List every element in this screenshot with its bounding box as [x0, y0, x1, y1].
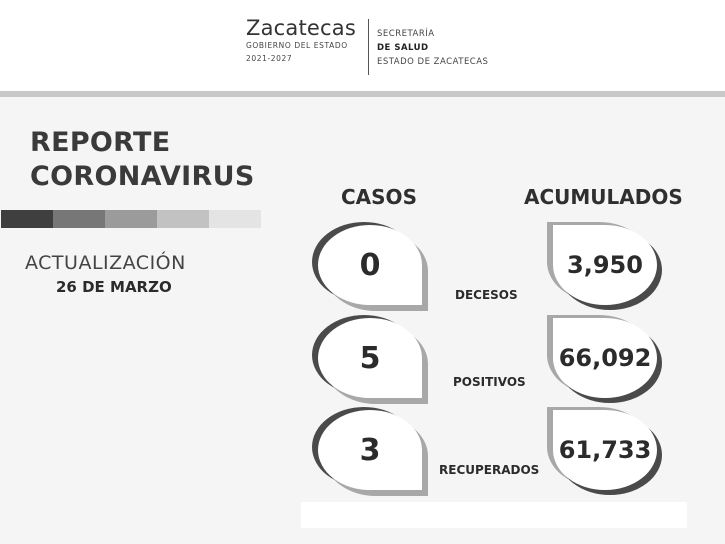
casos-decesos-value: 0	[359, 247, 381, 283]
casos-positivos-value: 5	[359, 340, 381, 376]
acumulados-positivos-card	[553, 318, 657, 398]
acumulados-recuperados-value: 61,733	[558, 436, 652, 464]
swatch	[157, 210, 209, 228]
acumulados-decesos-card	[553, 225, 657, 305]
secretaria-line2: DE SALUD	[377, 43, 429, 53]
swatch	[209, 210, 261, 228]
column-header-acumulados: ACUMULADOS	[524, 185, 683, 209]
casos-recuperados-value: 3	[359, 432, 381, 468]
update-label: ACTUALIZACIÓN	[25, 252, 186, 274]
brand-name: Zacatecas	[246, 16, 356, 40]
row-label-positivos: POSITIVOS	[453, 375, 526, 389]
row-label-recuperados: RECUPERADOS	[439, 463, 540, 477]
zacatecas-logo	[246, 17, 356, 65]
footer-box	[301, 502, 687, 528]
swatch	[105, 210, 157, 228]
casos-recuperados-card	[318, 410, 422, 490]
acumulados-decesos-value: 3,950	[567, 251, 643, 279]
acumulados-positivos-value: 66,092	[558, 344, 652, 372]
secretaria-line1: SECRETARÍA	[377, 29, 435, 39]
secretaria-line3: ESTADO DE ZACATECAS	[377, 57, 489, 67]
secretaria-salud-logo	[377, 27, 488, 69]
report-title: REPORTE CORONAVIRUS	[30, 127, 255, 192]
logo-divider	[368, 19, 369, 75]
acumulados-recuperados-card	[553, 410, 657, 490]
casos-decesos-card	[318, 225, 422, 305]
update-date: 26 DE MARZO	[56, 278, 172, 296]
swatch	[53, 210, 105, 228]
header-band	[0, 91, 725, 97]
brand-period: 2021-2027	[246, 54, 293, 63]
color-swatches	[1, 210, 261, 228]
swatch	[1, 210, 53, 228]
brand-subtitle: GOBIERNO DEL ESTADO	[246, 41, 348, 50]
column-header-casos: CASOS	[341, 185, 417, 209]
header	[0, 0, 725, 91]
casos-positivos-card	[318, 318, 422, 398]
row-label-decesos: DECESOS	[455, 288, 518, 302]
